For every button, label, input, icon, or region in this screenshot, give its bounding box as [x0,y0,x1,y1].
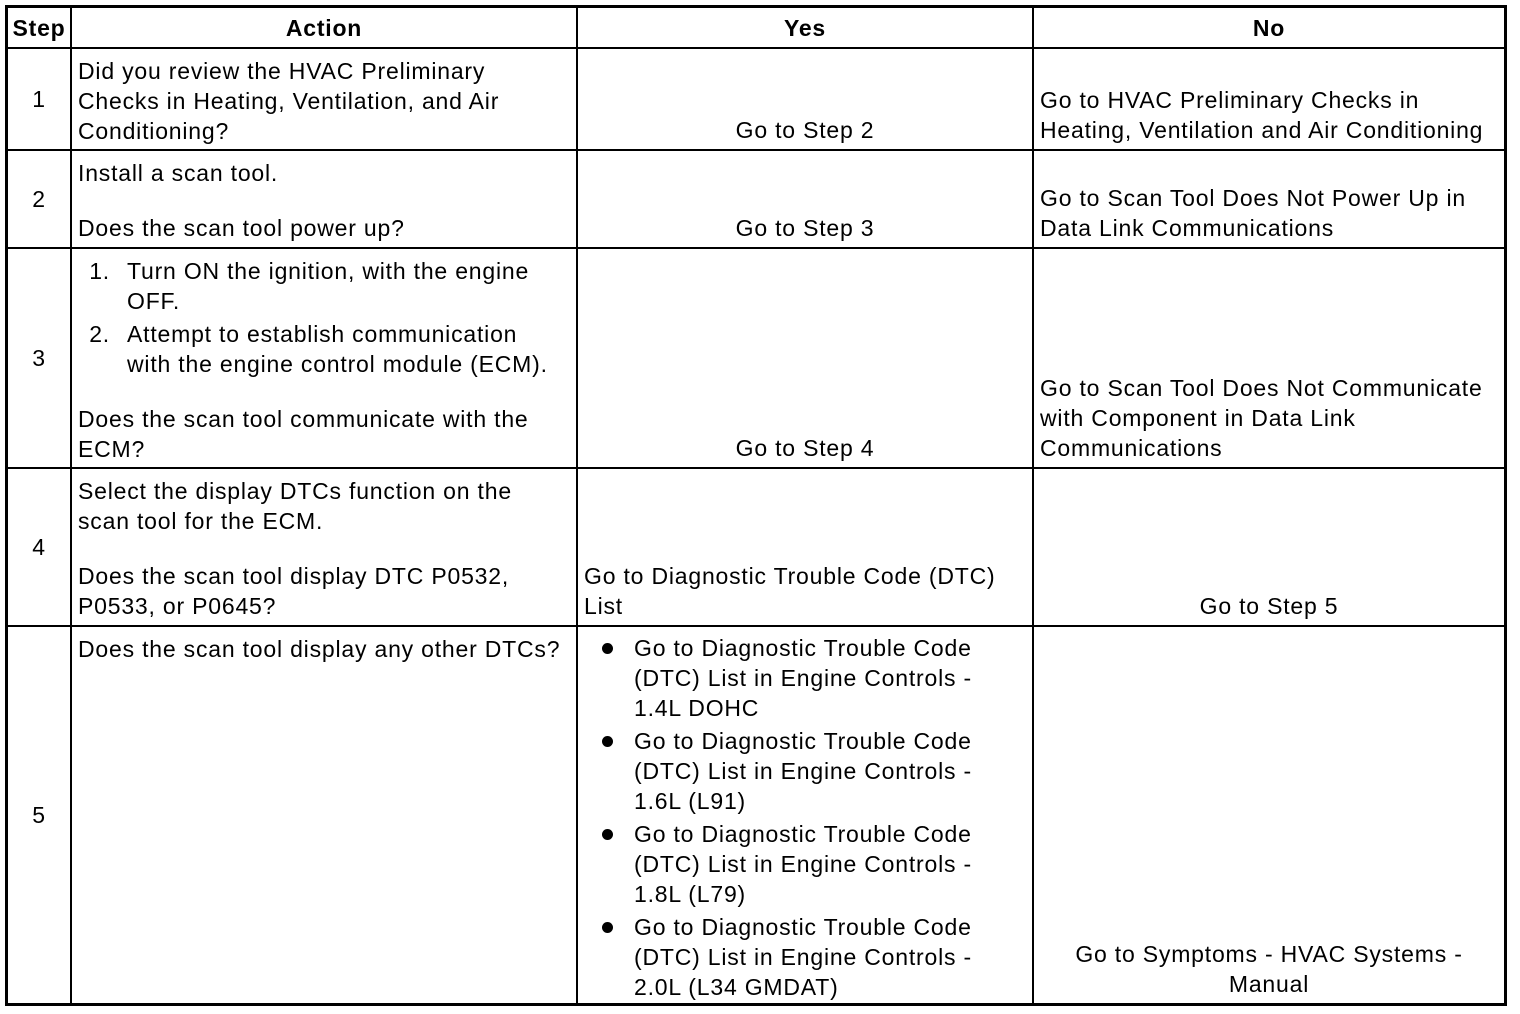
action-question-text: Does the scan tool display DTC P0532, P0533, or P0645? [78,563,510,619]
yes-result-text: Go to Step 2 [735,117,875,143]
row-3-yes-cell [578,249,1034,469]
header-no-label: No [1252,14,1286,41]
no-result-text: Go to Scan Tool Does Not Communicate with Component in Data Link Communications [1040,375,1483,461]
action-question-text: Does the scan tool display any other DTCs? [78,636,561,662]
yes-result-text: Go to Step 3 [735,215,875,241]
row-3-action-cell [72,249,578,469]
step-number: 4 [32,534,46,560]
row-2-step-cell [8,151,72,249]
bullet-icon [602,829,613,840]
no-result-text: Go to HVAC Preliminary Checks in Heating, Ventilation and Air Conditioning [1040,87,1484,143]
step-item-number: 1. [89,258,110,284]
row-3-step-cell [8,249,72,469]
header-cell-yes [578,8,1034,49]
header-action-label: Action [285,14,363,41]
row-4-no-cell [1034,469,1504,627]
row-4-step-cell [8,469,72,627]
list-item-text: Go to Diagnostic Trouble Code (DTC) List in Engine Controls - 1.4L DOHC [634,635,972,721]
step-item-text: Turn ON the ignition, with the engine OFF. [127,258,530,314]
row-2-yes-cell [578,151,1034,249]
bullet-icon [602,922,613,933]
row-1-step-cell [8,49,72,151]
list-item [584,726,1026,816]
action-text: Select the display DTCs function on the scan tool for the ECM. [78,478,512,534]
list-item [584,819,1026,909]
action-question-text: Does the scan tool communicate with the ECM? [78,406,529,462]
header-cell-step [8,8,72,49]
step-item-text: Attempt to establish communication with the engine control module (ECM). [127,321,548,377]
list-item [584,912,1026,1002]
bullet-marker [584,633,634,663]
row-1-action-cell [72,49,578,151]
action-step-item [78,319,570,379]
row-5-step-cell [8,627,72,1003]
action-step-item [78,256,570,316]
bullet-marker [584,912,634,942]
row-3-no-cell [1034,249,1504,469]
step-number: 2 [32,186,46,212]
action-steps-list [78,256,570,379]
row-5-no-cell [1034,627,1504,1003]
yes-result-text: Go to Diagnostic Trouble Code (DTC) List [584,563,996,619]
bullet-icon [602,643,613,654]
no-result-text: Go to Scan Tool Does Not Power Up in Data Link Communications [1040,185,1466,241]
header-cell-no [1034,8,1504,49]
bullet-marker [584,726,634,756]
action-text: Install a scan tool. [78,160,279,186]
bullet-marker [584,819,634,849]
row-5-yes-cell [578,627,1034,1003]
yes-options-list [584,633,1026,1002]
header-yes-label: Yes [783,14,827,41]
step-item-number: 2. [89,321,110,347]
step-number: 1 [32,86,46,112]
step-number: 5 [32,802,46,828]
row-1-yes-cell [578,49,1034,151]
diagnostic-table [5,5,1507,1006]
row-2-action-cell [72,151,578,249]
header-cell-action [72,8,578,49]
row-4-action-cell [72,469,578,627]
action-text: Did you review the HVAC Preliminary Checks in Heating, Ventilation, and Air Conditioning? [78,58,500,144]
no-result-text: Go to Symptoms - HVAC Systems - Manual [1075,941,1463,997]
no-result-text: Go to Step 5 [1199,593,1339,619]
row-2-no-cell [1034,151,1504,249]
header-step-label: Step [12,14,66,41]
list-item-text: Go to Diagnostic Trouble Code (DTC) List in Engine Controls - 1.8L (L79) [634,821,972,907]
row-1-no-cell [1034,49,1504,151]
list-item-text: Go to Diagnostic Trouble Code (DTC) List in Engine Controls - 1.6L (L91) [634,728,972,814]
row-5-action-cell [72,627,578,1003]
action-question-text: Does the scan tool power up? [78,215,405,241]
list-item [584,633,1026,723]
bullet-icon [602,736,613,747]
list-item-text: Go to Diagnostic Trouble Code (DTC) List in Engine Controls - 2.0L (L34 GMDAT) [634,914,972,1000]
step-number: 3 [32,345,46,371]
row-4-yes-cell [578,469,1034,627]
yes-result-text: Go to Step 4 [735,435,875,461]
